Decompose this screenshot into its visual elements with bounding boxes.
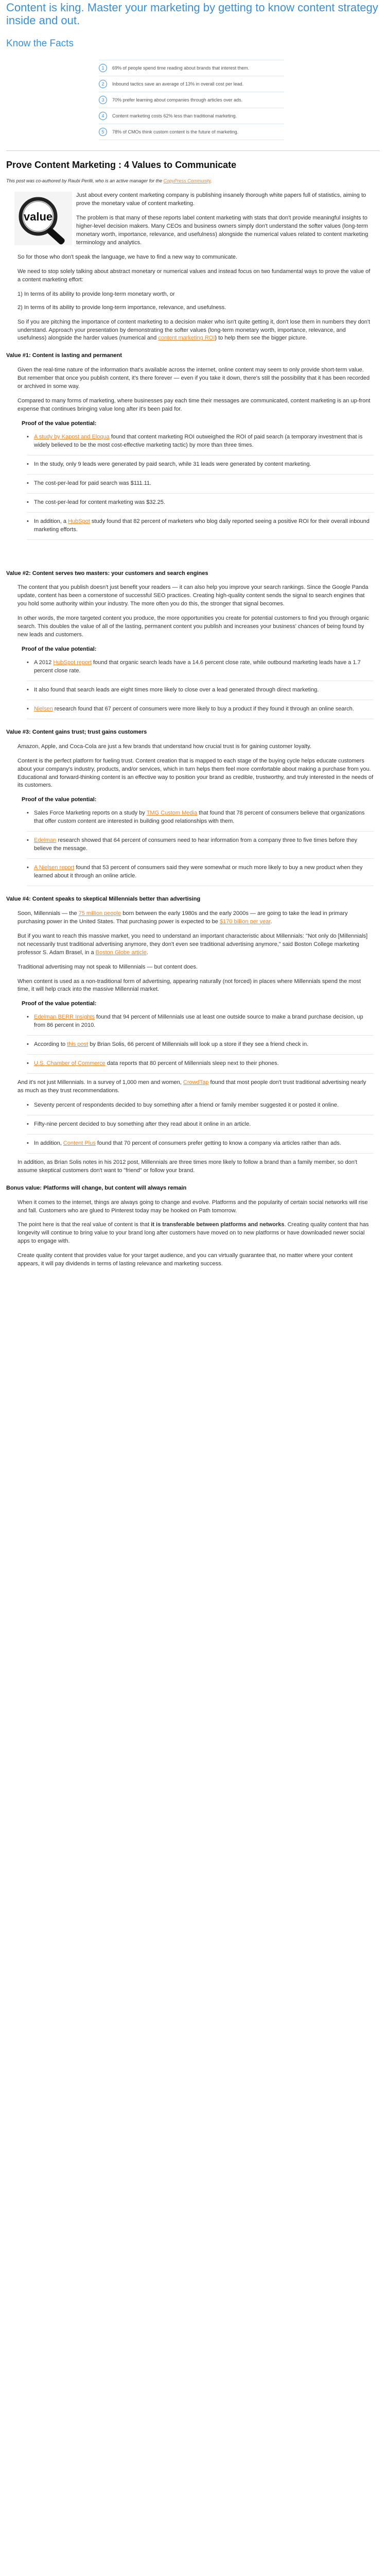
kapost-link[interactable]: A study by Kapost and Eloqua — [34, 433, 110, 440]
list-item — [27, 1041, 374, 1055]
millennials-link[interactable]: 75 million people — [78, 910, 121, 917]
paragraph: Amazon, Apple, and Coca-Cola are just a few brands that understand how crucial trust is for gaining customer loyalty. — [17, 743, 311, 750]
text: But if you want to reach this massive market, you need to understand an important characteristic about Millennials: "Not only do [Millennials] not necessarily trust traditional advertising anymore, they don't even see traditional advertising anymore," said Boston College marketing professor S. Adam Brasel, in a — [17, 933, 368, 956]
paragraph — [17, 910, 374, 926]
intro-block — [6, 192, 380, 268]
fact-item — [99, 76, 284, 92]
fact-item — [99, 92, 284, 108]
text: data reports that 80 percent of Millennials sleep next to their phones. — [105, 1060, 279, 1067]
tmg-link[interactable]: TMG Custom Media — [146, 810, 198, 817]
survey-list — [27, 1101, 374, 1154]
text: . — [270, 918, 272, 925]
text: . — [146, 949, 148, 956]
list-item — [27, 1140, 374, 1154]
fact-text: 70% prefer learning about companies through articles over ads. — [112, 97, 243, 103]
fact-text: Inbound tactics save an average of 13% in overall cost per lead. — [112, 81, 244, 87]
magnifying-glass-value-image — [14, 192, 72, 245]
fact-number: 3 — [99, 96, 107, 104]
fact-text: 69% of people spend time reading about brands that interest them. — [112, 65, 250, 71]
value-heading: Value #4: Content speaks to skeptical Millennials better than advertising — [6, 895, 201, 902]
boston-globe-link[interactable]: Boston Globe article — [95, 949, 147, 956]
list-item: • Fifty-nine percent decided to buy something after they read about it online in an article. — [27, 1121, 374, 1134]
paragraph — [17, 1221, 374, 1246]
fact-text: 78% of CMOs think custom content is the future of marketing. — [112, 129, 239, 134]
paragraph: When content is used as a non-traditional form of advertising, appearing naturally (not forced) in places where Millennials spend the most time, it will help crack into the massive Millennial market. — [17, 978, 361, 993]
text: Sales Force Marketing reports on a study by — [34, 810, 147, 817]
fact-text: Content marketing costs 62% less than traditional marketing. — [112, 113, 237, 118]
hubspot-link[interactable]: HubSpot — [68, 518, 90, 524]
facts-title: Know the Facts — [6, 38, 74, 49]
copypress-link[interactable]: CopyPress Community — [163, 178, 211, 184]
section-divider — [6, 150, 380, 151]
fact-item — [99, 124, 284, 140]
text: Soon, Millennials — the — [17, 910, 79, 917]
intro-paragraph: Just about every content marketing company is publishing insanely thorough white papers full of statistics, aiming to prove the monetary value of content marketing. — [76, 192, 366, 207]
byline-end: . — [210, 178, 212, 184]
list-item: • Seventy percent of respondents decided to buy something after a friend or family member suggested it or posted it online. — [27, 1101, 374, 1115]
text: According to — [34, 1041, 67, 1048]
paragraph: Compared to many forms of marketing, where businesses pay each time their messages are communicated, content marketing is an up-front expense that continues bringing value long after it's been paid for. — [17, 398, 371, 413]
proof-list — [27, 659, 374, 719]
paragraph: Content is the perfect platform for fueling trust. Content creation that is mapped to each stage of the buying cycle helps educate customers about your company's industry, products, and/or services, which in turn helps them feel more comfortable about making a purchase from you. Educational and forward-thinking content is an effective way to position your brand as credible, trustworthy, and truly interested in the needs of its customers. — [17, 757, 374, 789]
value-heading: Value #3: Content gains trust; trust gains customers — [6, 728, 147, 735]
article-title: Prove Content Marketing : 4 Values to Communicate — [6, 160, 237, 171]
text: that found that 78 percent of consumers believe that organizations that offer custom content are interested in building good relationships with them. — [34, 810, 365, 825]
text: In addition, a — [34, 518, 68, 524]
fact-number: 5 — [99, 128, 107, 136]
text: found that content marketing ROI outweighed the ROI of paid search (a temporary investment that is widely believed to be the most cost-effective marketing tactic) by more than three times. — [34, 433, 363, 448]
content-plus-link[interactable]: Content Plus — [63, 1140, 96, 1146]
list-item: • The cost-per-lead for content marketing was $32.25. — [27, 499, 374, 513]
paragraph: In other words, the more targeted content you produce, the more opportunities you create for potential customers to find you through organic search. This doubles the value of all of the lasting, permanent content you publish and increases your business' chances of being found by new leads and customers. — [17, 615, 370, 638]
nielsen-link[interactable]: Nielsen — [34, 705, 53, 712]
proof-list — [27, 1013, 374, 1074]
list-item — [27, 659, 374, 681]
bold-text: it is transferable between platforms and networks — [151, 1222, 285, 1228]
text: And it's not just Millennials. In a survey of 1,000 men and women, — [17, 1079, 183, 1086]
list-item — [27, 705, 374, 719]
paragraph: Create quality content that provides value for your target audience, and you can virtually guarantee that, no matter where your content appears, it will pay dividends in terms of lasting relevance and marketing success. — [17, 1252, 353, 1267]
text: ) to help them see the bigger picture. — [215, 335, 307, 342]
text: found that 94 percent of Millennials use at least one outside source to make a brand purchase decision, up from 86 percent in 2010. — [34, 1014, 363, 1029]
text: found that 53 percent of consumers said they were somewhat or much more likely to buy a new product when they learned about it through an online article. — [34, 865, 363, 879]
fact-number: 4 — [99, 112, 107, 120]
proof-heading: Proof of the value potential: — [22, 420, 97, 427]
list-item: • The cost-per-lead for paid search was $111.11. — [27, 480, 374, 494]
list-item — [27, 518, 374, 540]
text: found that most people don't trust traditional advertising nearly as much as they trust recommendations. — [17, 1079, 366, 1094]
value-heading: Value #1: Content is lasting and permanent — [6, 352, 122, 359]
paragraph — [17, 933, 374, 957]
list-item: • It also found that search leads are eight times more likely to close over a lead generated through direct marketing. — [27, 686, 374, 700]
numbered-list — [17, 291, 374, 312]
proof-heading: Proof of the value potential: — [22, 796, 97, 803]
fact-number: 1 — [99, 64, 107, 72]
facts-list — [99, 60, 284, 140]
hero-title: Content is king. Master your marketing by getting to know content strategy inside and out. — [6, 1, 378, 27]
text: A 2012 — [34, 659, 54, 666]
this-post-link[interactable]: this post — [67, 1041, 89, 1048]
list-item — [27, 1060, 374, 1074]
numbered-item: 2) In terms of its ability to provide long-term importance, relevance, and usefulness. — [17, 304, 226, 311]
chamber-link[interactable]: U.S. Chamber of Commerce — [34, 1060, 106, 1067]
nielsen-report-link[interactable]: A Nielsen report — [34, 865, 75, 871]
list-item — [27, 809, 374, 832]
hubspot-report-link[interactable]: HubSpot report — [53, 659, 92, 666]
list-item: • In the study, only 9 leads were generated by paid search, while 31 leads were generated by content marketing. — [27, 461, 374, 474]
text: research showed that 64 percent of consumers need to hear information from a company three to five times before they believe the message. — [34, 837, 357, 852]
roi-link[interactable]: content marketing ROI — [158, 335, 215, 342]
text: In addition, — [34, 1140, 63, 1146]
intro-paragraph: The problem is that many of these reports label content marketing with stats that don't provide meaningful insights to higher-level decision makers. Many CEOs and business owners simply don't understand the softer values (long-term monetary worth, importance, relevance, and usefulness) alongside the numerical values related to content marketing terminology and analytics. — [76, 215, 369, 246]
byline-text: This post was co-authored by Raubi Perilli, who is an active manager for the — [6, 178, 164, 184]
fact-number: 2 — [99, 80, 107, 88]
proof-heading: Proof of the value potential: — [22, 1001, 97, 1007]
byline — [6, 178, 380, 184]
paragraph — [17, 1079, 374, 1095]
value-heading: Value #2: Content serves two masters: your customers and search engines — [6, 570, 208, 577]
edelman-berr-link[interactable]: Edelman BERR Insights — [34, 1014, 95, 1021]
list-item — [27, 433, 374, 455]
paragraph: Given the real-time nature of the information that's available across the internet, online content may seem to only provide short-term value. But remember that once you publish content, it's there forever — even if you take it down, there's still the possibility that it has been recorded or archived in some way. — [17, 367, 370, 390]
paragraph: When it comes to the internet, things are always going to change and evolve. Platforms and the popularity of certain social networks will rise and fall. Customers who are glued to Pinterest today may be hooked on Path tomorrow. — [17, 1199, 368, 1214]
paragraph: The content that you publish doesn't just benefit your readers — it can also help you improve your search rankings. Since the Google Panda update, content has been a cornerstone of successful SEO practices. Creating high-quality content sends the signal to search engines that you hold some authority within your industry. The more often you do this, the stronger that signal becomes. — [17, 584, 369, 607]
fact-item — [99, 60, 284, 76]
image-word: value — [23, 210, 53, 224]
list-item — [27, 837, 374, 859]
text: by Brian Solis, 66 percent of Millennials will look up a store if they see a friend check in. — [88, 1041, 309, 1048]
text: found that 70 percent of consumers prefer getting to know a company via articles rather than ads. — [95, 1140, 341, 1146]
proof-heading: Proof of the value potential: — [22, 646, 97, 653]
edelman-link[interactable]: Edelman — [34, 837, 57, 844]
value-heading: Bonus value: Platforms will change, but content will always remain — [6, 1184, 187, 1191]
text: . Creating quality content that has longevity will continue to bring value to your brand long after customers have moved on to new platforms or have downloaded newer social apps to engage with. — [17, 1222, 369, 1245]
crowdtap-link[interactable]: CrowdTap — [183, 1079, 209, 1086]
intro-paragraph — [17, 318, 374, 343]
intro-paragraph: We need to stop solely talking about abstract monetary or numerical values and instead focus on two fundamental ways to prove the value of a content marketing effort: — [17, 268, 371, 283]
paragraph: Traditional advertising may not speak to Millennials — but content does. — [17, 963, 198, 970]
text: research found that 67 percent of consumers were more likely to buy a product if they found it through an online search. — [52, 705, 354, 712]
paragraph: In addition, as Brian Solis notes in his 2012 post, Millennials are three times more likely to follow a brand than a family member, so don't assume skeptical customers don't want to "friend" or follow your brand. — [17, 1159, 357, 1174]
proof-list — [27, 809, 374, 886]
proof-list — [27, 433, 374, 540]
fact-item — [99, 108, 284, 124]
text: found that organic search leads have a 14.6 percent close rate, while outbound marketing leads have a 1.7 percent close rate. — [34, 659, 361, 674]
text: born between the early 1980s and the early 2000s — are going to take the lead in primary purchasing power in the United States. That purchasing power is expected to be — [17, 910, 348, 925]
text: So if you are pitching the importance of content marketing to a decision maker who isn't quite getting it, don't lose them in numbers they don't understand. Approach your presentation by demonstrating the softer values (long-term monetary worth, importance, relevance, and usefulness) alongside the harder values (numerical and — [17, 318, 371, 342]
purchasing-power-link[interactable]: $170 billion per year — [219, 918, 271, 925]
text: study found that 82 percent of marketers who blog daily reported seeing a positive ROI for their overall inbound marketing efforts. — [34, 518, 370, 533]
list-item — [27, 1013, 374, 1036]
intro-paragraph: So for those who don't speak the language, we have to find a new way to communicate. — [17, 253, 238, 260]
numbered-item: 1) In terms of its ability to provide long-term monetary worth, or — [17, 291, 175, 297]
list-item — [27, 864, 374, 886]
text: The point here is that the real value of content is that — [17, 1222, 151, 1228]
